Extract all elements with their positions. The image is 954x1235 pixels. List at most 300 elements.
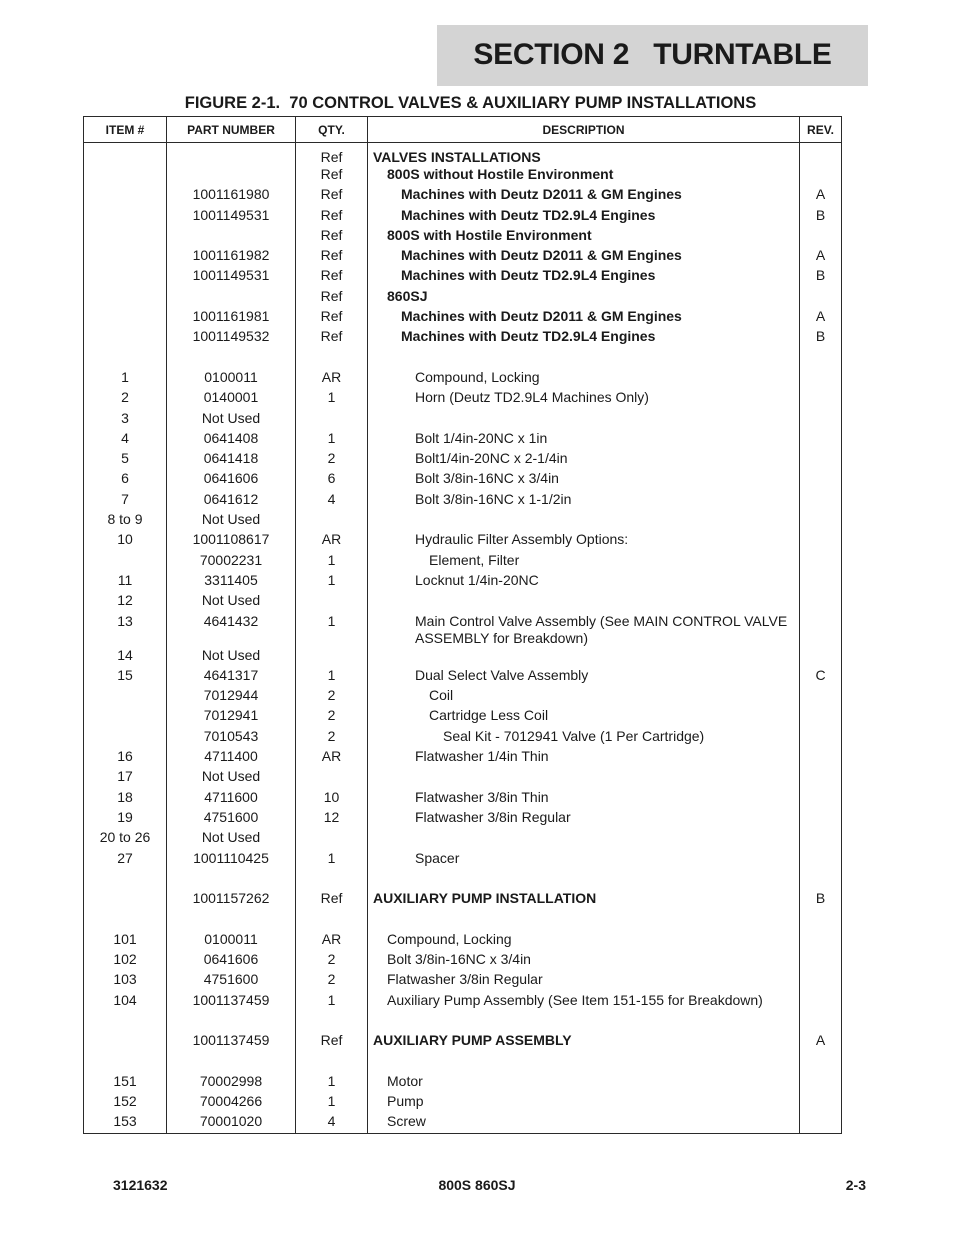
table-row <box>84 491 842 511</box>
part-number-cell: Not Used <box>167 592 296 612</box>
table-row <box>84 748 842 768</box>
rev-cell <box>800 971 842 991</box>
rev-cell <box>800 1073 842 1093</box>
rev-cell <box>800 1012 842 1032</box>
rev-cell <box>800 369 842 389</box>
description-cell <box>368 450 800 470</box>
item-cell: 20 to 26 <box>84 829 167 849</box>
qty-cell: Ref <box>296 247 368 267</box>
rev-cell: A <box>800 186 842 206</box>
item-cell: 14 <box>84 647 167 667</box>
description-cell <box>368 349 800 369</box>
description-cell <box>368 166 800 186</box>
table-row <box>84 143 842 167</box>
qty-cell: 2 <box>296 971 368 991</box>
description-cell <box>368 992 800 1012</box>
item-cell <box>84 267 167 287</box>
parts-table <box>83 116 842 1134</box>
description-cell <box>368 592 800 612</box>
description-cell <box>368 267 800 287</box>
description-text: Pump <box>387 1093 424 1110</box>
item-cell: 7 <box>84 491 167 511</box>
item-cell: 151 <box>84 1073 167 1093</box>
qty-cell <box>296 410 368 430</box>
part-number-cell: 1001157262 <box>167 890 296 910</box>
description-cell <box>368 572 800 592</box>
description-text: Bolt 3/8in-16NC x 3/4in <box>415 470 559 487</box>
item-cell <box>84 328 167 348</box>
item-cell <box>84 1052 167 1072</box>
description-cell <box>368 531 800 551</box>
rev-cell <box>800 491 842 511</box>
rev-cell: A <box>800 308 842 328</box>
item-cell <box>84 227 167 247</box>
item-cell <box>84 207 167 227</box>
qty-cell: 12 <box>296 809 368 829</box>
description-text: Bolt 1/4in-20NC x 1in <box>415 429 548 446</box>
description-text: Coil <box>429 687 454 704</box>
table-row <box>84 890 842 910</box>
item-cell: 13 <box>84 613 167 647</box>
column-header-rev: REV. <box>800 117 842 143</box>
qty-cell: Ref <box>296 227 368 247</box>
description-text: Flatwasher 3/8in Regular <box>387 971 543 988</box>
description-text: Flatwasher 1/4in Thin <box>415 748 549 765</box>
rev-cell <box>800 748 842 768</box>
item-cell: 10 <box>84 531 167 551</box>
part-number-cell: 1001161980 <box>167 186 296 206</box>
rev-cell <box>800 572 842 592</box>
description-text: Main Control Valve Assembly (See MAIN CONTROL VALVE ASSEMBLY for Breakdown) <box>415 612 788 646</box>
description-cell <box>368 143 800 167</box>
rev-cell <box>800 647 842 667</box>
item-cell: 12 <box>84 592 167 612</box>
description-cell <box>368 951 800 971</box>
table-row <box>84 1113 842 1134</box>
description-cell <box>368 247 800 267</box>
table-row <box>84 308 842 328</box>
table-header <box>84 117 842 143</box>
rev-cell <box>800 227 842 247</box>
table-row <box>84 389 842 409</box>
item-cell: 4 <box>84 430 167 450</box>
qty-cell: 2 <box>296 951 368 971</box>
table-row <box>84 951 842 971</box>
description-text: Bolt 3/8in-16NC x 3/4in <box>387 950 531 967</box>
rev-cell <box>800 951 842 971</box>
part-number-cell: 4711400 <box>167 748 296 768</box>
qty-cell <box>296 870 368 890</box>
description-text: Hydraulic Filter Assembly Options: <box>415 531 629 548</box>
description-text: 860SJ <box>387 287 428 304</box>
qty-cell: Ref <box>296 267 368 287</box>
description-text: AUXILIARY PUMP INSTALLATION <box>373 890 597 907</box>
rev-cell <box>800 850 842 870</box>
item-cell: 6 <box>84 470 167 490</box>
section-title: SECTION 2 TURNTABLE <box>473 38 832 71</box>
description-cell <box>368 728 800 748</box>
description-cell <box>368 430 800 450</box>
item-cell <box>84 308 167 328</box>
qty-cell: Ref <box>296 186 368 206</box>
part-number-cell: 7012941 <box>167 707 296 727</box>
table-row <box>84 728 842 748</box>
table-row <box>84 288 842 308</box>
qty-cell: 2 <box>296 728 368 748</box>
description-cell <box>368 768 800 788</box>
rev-cell <box>800 288 842 308</box>
part-number-cell: 7012944 <box>167 687 296 707</box>
description-cell <box>368 931 800 951</box>
qty-cell <box>296 647 368 667</box>
qty-cell <box>296 829 368 849</box>
table-row <box>84 186 842 206</box>
item-cell: 16 <box>84 748 167 768</box>
rev-cell: B <box>800 328 842 348</box>
part-number-cell: 1001149531 <box>167 267 296 287</box>
item-cell <box>84 890 167 910</box>
table-row <box>84 470 842 490</box>
description-text: VALVES INSTALLATIONS <box>373 149 541 165</box>
description-cell <box>368 491 800 511</box>
part-number-cell: 1001161982 <box>167 247 296 267</box>
rev-cell <box>800 728 842 748</box>
table-row <box>84 768 842 788</box>
column-header-item: ITEM # <box>84 117 167 143</box>
part-number-cell <box>167 1052 296 1072</box>
table-row <box>84 592 842 612</box>
rev-cell <box>800 552 842 572</box>
description-text: Element, Filter <box>429 551 520 568</box>
description-cell <box>368 328 800 348</box>
table-row <box>84 267 842 287</box>
description-text: Machines with Deutz TD2.9L4 Engines <box>401 328 656 345</box>
description-cell <box>368 809 800 829</box>
part-number-cell: 4641432 <box>167 613 296 647</box>
table-spacer-row <box>84 349 842 369</box>
qty-cell: 4 <box>296 1113 368 1134</box>
description-cell <box>368 552 800 572</box>
rev-cell <box>800 410 842 430</box>
qty-cell <box>296 349 368 369</box>
description-cell <box>368 687 800 707</box>
qty-cell: 1 <box>296 572 368 592</box>
qty-cell <box>296 511 368 531</box>
description-cell <box>368 850 800 870</box>
description-cell <box>368 227 800 247</box>
part-number-cell: 1001149531 <box>167 207 296 227</box>
qty-cell: Ref <box>296 166 368 186</box>
qty-cell: 2 <box>296 450 368 470</box>
qty-cell: Ref <box>296 207 368 227</box>
item-cell <box>84 552 167 572</box>
description-text: Horn (Deutz TD2.9L4 Machines Only) <box>415 389 649 406</box>
column-header-description: DESCRIPTION <box>368 117 800 143</box>
table-spacer-row <box>84 910 842 930</box>
part-number-cell: 0140001 <box>167 389 296 409</box>
item-cell <box>84 910 167 930</box>
description-cell <box>368 1032 800 1052</box>
part-number-cell: 70002231 <box>167 552 296 572</box>
qty-cell <box>296 1012 368 1032</box>
qty-cell: Ref <box>296 308 368 328</box>
description-text: Cartridge Less Coil <box>429 707 549 724</box>
table-row <box>84 667 842 687</box>
part-number-cell: Not Used <box>167 829 296 849</box>
table-row <box>84 647 842 667</box>
table-row <box>84 247 842 267</box>
table-row <box>84 369 842 389</box>
qty-cell: Ref <box>296 143 368 167</box>
qty-cell: 1 <box>296 613 368 647</box>
description-cell <box>368 613 800 647</box>
description-text: Spacer <box>415 849 460 866</box>
item-cell <box>84 1012 167 1032</box>
description-text: Machines with Deutz TD2.9L4 Engines <box>401 206 656 223</box>
item-cell <box>84 166 167 186</box>
item-cell: 2 <box>84 389 167 409</box>
table-row <box>84 552 842 572</box>
rev-cell <box>800 166 842 186</box>
qty-cell: 2 <box>296 707 368 727</box>
rev-cell <box>800 1052 842 1072</box>
rev-cell: A <box>800 1032 842 1052</box>
item-cell: 18 <box>84 789 167 809</box>
qty-cell: 1 <box>296 667 368 687</box>
description-cell <box>368 511 800 531</box>
item-cell <box>84 288 167 308</box>
rev-cell <box>800 870 842 890</box>
rev-cell <box>800 349 842 369</box>
table-row <box>84 971 842 991</box>
description-cell <box>368 748 800 768</box>
rev-cell: B <box>800 890 842 910</box>
footer-page-number: 2-3 <box>845 1177 866 1193</box>
rev-cell <box>800 992 842 1012</box>
description-cell <box>368 667 800 687</box>
qty-cell <box>296 910 368 930</box>
table-row <box>84 613 842 647</box>
qty-cell: 1 <box>296 1093 368 1113</box>
description-text: Machines with Deutz TD2.9L4 Engines <box>401 267 656 284</box>
qty-cell: AR <box>296 748 368 768</box>
footer-model: 800S 860SJ <box>438 1177 516 1193</box>
table-row <box>84 829 842 849</box>
item-cell <box>84 687 167 707</box>
part-number-cell: Not Used <box>167 511 296 531</box>
column-header-part-number: PART NUMBER <box>167 117 296 143</box>
item-cell: 101 <box>84 931 167 951</box>
part-number-cell: 4641317 <box>167 667 296 687</box>
rev-cell <box>800 1093 842 1113</box>
rev-cell <box>800 809 842 829</box>
description-cell <box>368 789 800 809</box>
part-number-cell: 4751600 <box>167 809 296 829</box>
part-number-cell <box>167 227 296 247</box>
qty-cell: 6 <box>296 470 368 490</box>
description-cell <box>368 288 800 308</box>
rev-cell <box>800 707 842 727</box>
description-text: Seal Kit - 7012941 Valve (1 Per Cartridge) <box>443 727 705 744</box>
description-cell <box>368 707 800 727</box>
description-cell <box>368 369 800 389</box>
item-cell <box>84 186 167 206</box>
description-cell <box>368 910 800 930</box>
description-cell <box>368 389 800 409</box>
table-spacer-row <box>84 1052 842 1072</box>
rev-cell <box>800 829 842 849</box>
qty-cell: 10 <box>296 789 368 809</box>
part-number-cell <box>167 870 296 890</box>
rev-cell <box>800 531 842 551</box>
part-number-cell: 0641606 <box>167 470 296 490</box>
qty-cell: AR <box>296 531 368 551</box>
description-text: AUXILIARY PUMP ASSEMBLY <box>373 1032 572 1049</box>
table-row <box>84 450 842 470</box>
part-number-cell: Not Used <box>167 410 296 430</box>
description-cell <box>368 186 800 206</box>
rev-cell: C <box>800 667 842 687</box>
item-cell <box>84 143 167 167</box>
item-cell <box>84 707 167 727</box>
rev-cell <box>800 143 842 167</box>
table-body <box>84 143 842 1134</box>
description-cell <box>368 1052 800 1072</box>
rev-cell <box>800 910 842 930</box>
item-cell: 11 <box>84 572 167 592</box>
rev-cell: B <box>800 207 842 227</box>
description-text: Machines with Deutz D2011 & GM Engines <box>401 186 682 203</box>
qty-cell: 1 <box>296 1073 368 1093</box>
part-number-cell: 0641418 <box>167 450 296 470</box>
qty-cell: Ref <box>296 288 368 308</box>
part-number-cell: 1001137459 <box>167 992 296 1012</box>
item-cell: 153 <box>84 1113 167 1134</box>
part-number-cell: 70002998 <box>167 1073 296 1093</box>
part-number-cell: 0641606 <box>167 951 296 971</box>
description-cell <box>368 1012 800 1032</box>
item-cell: 15 <box>84 667 167 687</box>
description-text: Flatwasher 3/8in Regular <box>415 808 571 825</box>
part-number-cell: 0641408 <box>167 430 296 450</box>
table-row <box>84 531 842 551</box>
part-number-cell: 0100011 <box>167 931 296 951</box>
rev-cell: A <box>800 247 842 267</box>
footer-doc-number: 3121632 <box>113 1177 168 1193</box>
qty-cell: 1 <box>296 850 368 870</box>
part-number-cell <box>167 910 296 930</box>
description-cell <box>368 971 800 991</box>
table-row <box>84 227 842 247</box>
description-cell <box>368 207 800 227</box>
item-cell: 3 <box>84 410 167 430</box>
rev-cell <box>800 613 842 647</box>
rev-cell <box>800 592 842 612</box>
qty-cell <box>296 768 368 788</box>
description-cell <box>368 1093 800 1113</box>
item-cell: 104 <box>84 992 167 1012</box>
section-banner <box>437 25 868 86</box>
table-row <box>84 166 842 186</box>
rev-cell <box>800 389 842 409</box>
description-text: Machines with Deutz D2011 & GM Engines <box>401 308 682 325</box>
part-number-cell <box>167 1012 296 1032</box>
item-cell: 19 <box>84 809 167 829</box>
part-number-cell: 70001020 <box>167 1113 296 1134</box>
qty-cell: Ref <box>296 890 368 910</box>
item-cell <box>84 870 167 890</box>
item-cell <box>84 349 167 369</box>
description-text: Compound, Locking <box>387 930 512 947</box>
qty-cell: AR <box>296 369 368 389</box>
table-row <box>84 850 842 870</box>
column-header-qty: QTY. <box>296 117 368 143</box>
item-cell: 103 <box>84 971 167 991</box>
item-cell: 5 <box>84 450 167 470</box>
qty-cell: 2 <box>296 687 368 707</box>
part-number-cell: 1001110425 <box>167 850 296 870</box>
part-number-cell: Not Used <box>167 768 296 788</box>
description-cell <box>368 870 800 890</box>
table-row <box>84 328 842 348</box>
table-row <box>84 410 842 430</box>
table-row <box>84 1032 842 1052</box>
description-cell <box>368 829 800 849</box>
description-text: Bolt1/4in-20NC x 2-1/4in <box>415 450 568 467</box>
table-row <box>84 1073 842 1093</box>
item-cell <box>84 247 167 267</box>
qty-cell: 1 <box>296 430 368 450</box>
table-row <box>84 430 842 450</box>
qty-cell: AR <box>296 931 368 951</box>
table-spacer-row <box>84 1012 842 1032</box>
table-row <box>84 1093 842 1113</box>
item-cell: 17 <box>84 768 167 788</box>
rev-cell <box>800 931 842 951</box>
qty-cell: Ref <box>296 328 368 348</box>
part-number-cell <box>167 166 296 186</box>
part-number-cell: 7010543 <box>167 728 296 748</box>
part-number-cell <box>167 143 296 167</box>
description-cell <box>368 647 800 667</box>
description-text: 800S with Hostile Environment <box>387 226 592 243</box>
rev-cell: B <box>800 267 842 287</box>
description-text: Machines with Deutz D2011 & GM Engines <box>401 247 682 264</box>
part-number-cell: 1001108617 <box>167 531 296 551</box>
rev-cell <box>800 768 842 788</box>
qty-cell: 1 <box>296 552 368 572</box>
part-number-cell: 1001161981 <box>167 308 296 328</box>
qty-cell: Ref <box>296 1032 368 1052</box>
part-number-cell: Not Used <box>167 647 296 667</box>
qty-cell: 1 <box>296 389 368 409</box>
part-number-cell <box>167 349 296 369</box>
item-cell: 8 to 9 <box>84 511 167 531</box>
table-row <box>84 809 842 829</box>
description-text: Dual Select Valve Assembly <box>415 666 589 683</box>
qty-cell <box>296 1052 368 1072</box>
rev-cell <box>800 430 842 450</box>
part-number-cell: 0100011 <box>167 369 296 389</box>
part-number-cell: 70004266 <box>167 1093 296 1113</box>
part-number-cell: 4711600 <box>167 789 296 809</box>
table-row <box>84 572 842 592</box>
item-cell: 27 <box>84 850 167 870</box>
description-cell <box>368 470 800 490</box>
description-text: Compound, Locking <box>415 368 540 385</box>
table-row <box>84 707 842 727</box>
rev-cell <box>800 789 842 809</box>
